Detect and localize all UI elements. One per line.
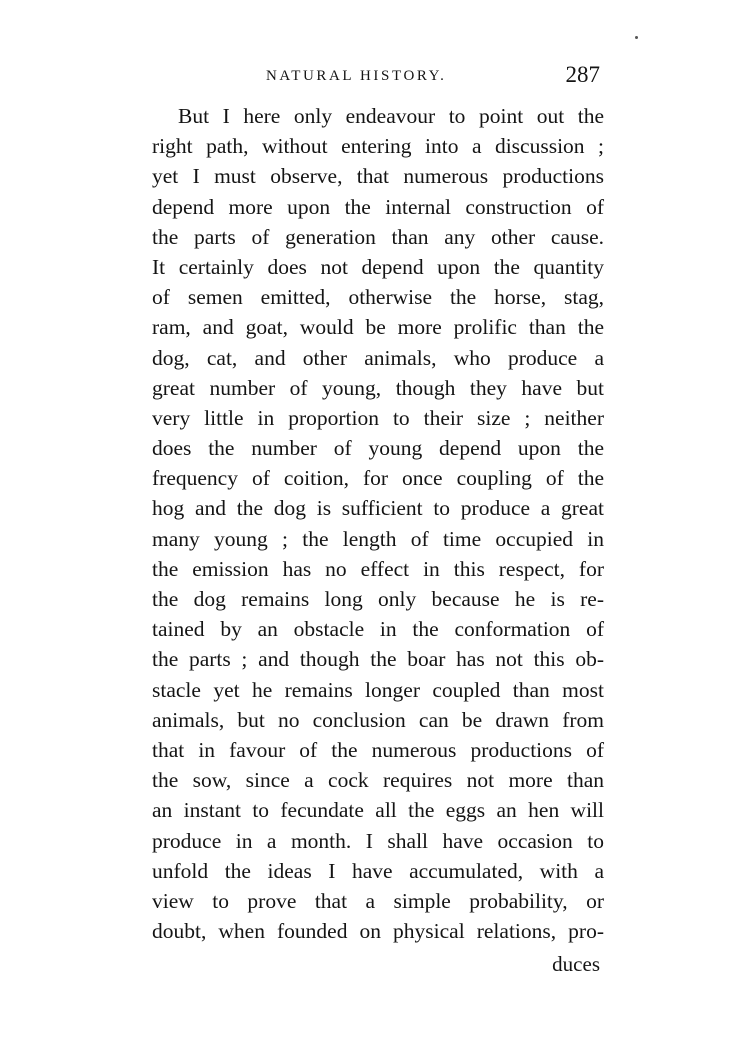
text-line: tained by an obstacle in the conformation of <box>152 617 604 642</box>
text-line: unfold the ideas I have accumulated, with a <box>152 858 604 883</box>
text-line: the emission has no effect in this respect, for <box>152 556 604 581</box>
page-header <box>152 62 604 92</box>
text-line: doubt, when founded on physical relations, pro- <box>152 919 604 944</box>
text-line: animals, but no conclusion can be drawn from <box>152 707 604 732</box>
text-line: ram, and goat, would be more prolific than the <box>152 315 604 340</box>
text-line: great number of young, though they have but <box>152 375 604 400</box>
text-line: yet I must observe, that numerous productions <box>152 164 604 189</box>
page-number: 287 <box>565 62 600 87</box>
catchword: duces <box>552 952 600 976</box>
text-line: the dog remains long only because he is re- <box>152 587 604 611</box>
running-title: NATURAL HISTORY. <box>266 68 447 84</box>
text-line: very little in proportion to their size ; neither <box>152 405 604 430</box>
text-line: stacle yet he remains longer coupled than most <box>152 677 604 702</box>
text-line: view to prove that a simple probability, or <box>152 888 604 913</box>
text-line: produce in a month. I shall have occasion to <box>152 828 604 853</box>
text-line: the parts of generation than any other cause. <box>152 224 604 249</box>
text-line: the parts ; and though the boar has not this ob- <box>152 647 604 672</box>
ink-speck <box>635 36 638 39</box>
text-line: But I here only endeavour to point out the <box>178 104 604 128</box>
text-line: an instant to fecundate all the eggs an hen will <box>152 798 604 823</box>
text-line: It certainly does not depend upon the quantity <box>152 254 604 279</box>
body-text <box>152 101 604 946</box>
text-line: does the number of young depend upon the <box>152 436 604 461</box>
text-line: hog and the dog is sufficient to produce a great <box>152 496 604 521</box>
text-line: dog, cat, and other animals, who produce a <box>152 345 604 370</box>
text-line: of semen emitted, otherwise the horse, stag, <box>152 285 604 310</box>
text-line: that in favour of the numerous productions of <box>152 737 604 762</box>
text-line: right path, without entering into a discussion ; <box>152 134 604 159</box>
text-line: frequency of coition, for once coupling of the <box>152 466 604 491</box>
text-line: the sow, since a cock requires not more than <box>152 768 604 793</box>
text-line: depend more upon the internal construction of <box>152 194 604 219</box>
text-line: many young ; the length of time occupied in <box>152 526 604 551</box>
